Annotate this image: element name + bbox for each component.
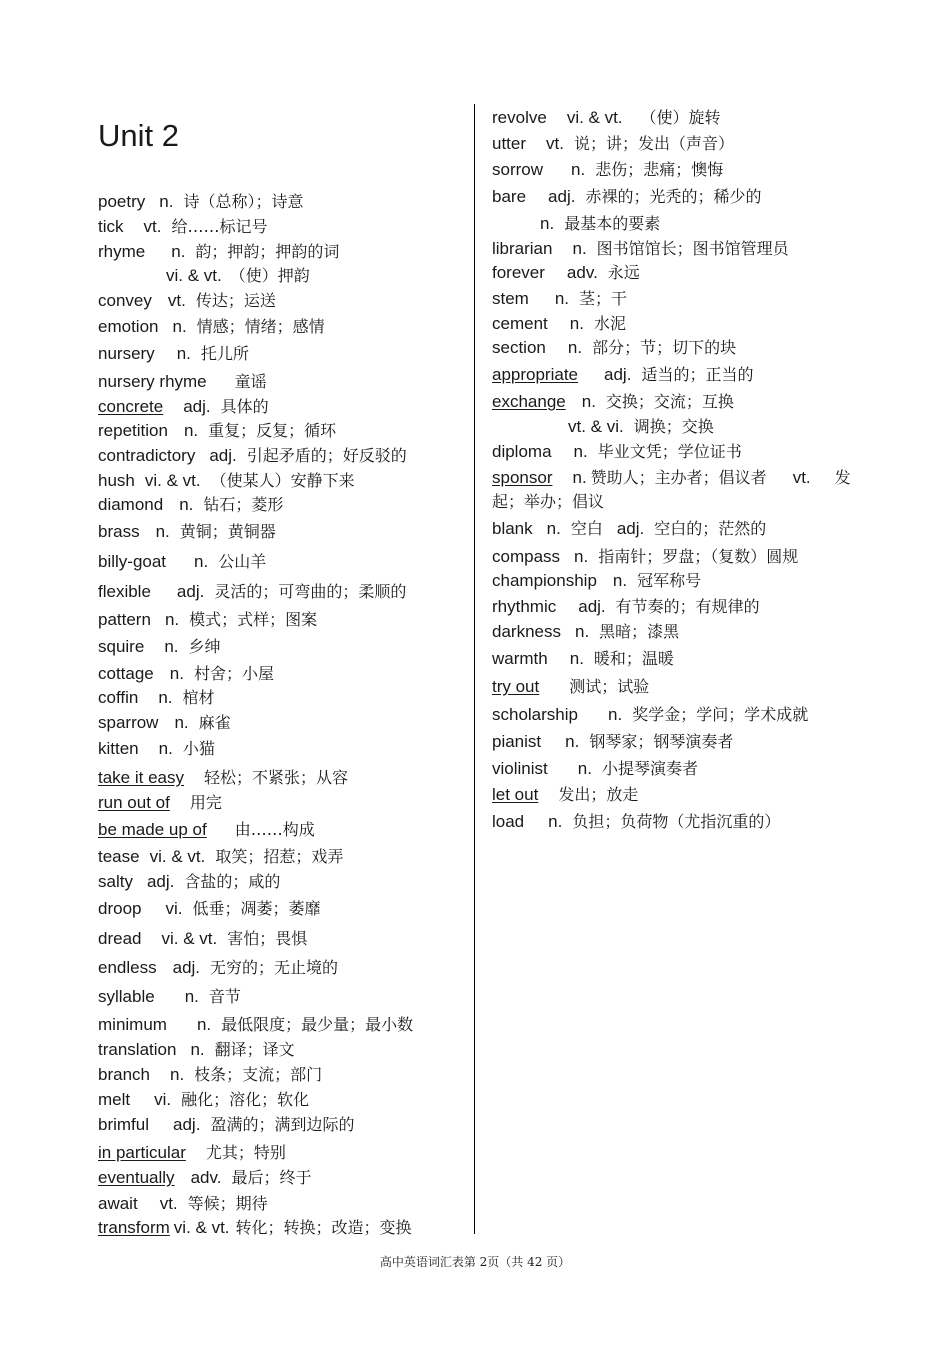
definition: 情感；情绪；感情 xyxy=(196,317,325,336)
headword: forever xyxy=(492,263,545,282)
headword: endless xyxy=(98,958,157,977)
vocab-entry xyxy=(492,648,862,670)
part-of-speech: adv. xyxy=(566,263,598,282)
vocab-entry xyxy=(98,581,468,603)
vocab-entry xyxy=(98,551,468,573)
vocab-entry xyxy=(98,663,468,685)
definition: （使）押韵 xyxy=(229,266,310,285)
definition: 适当的；正当的 xyxy=(641,365,754,384)
definition: 村舍；小屋 xyxy=(193,664,274,683)
headword: nursery xyxy=(98,344,155,363)
headword: exchange xyxy=(492,392,566,411)
headword: contradictory xyxy=(98,446,196,465)
definition: 发出；放走 xyxy=(558,785,639,804)
vocab-entry xyxy=(98,687,468,709)
part-of-speech: n. xyxy=(164,610,180,629)
headword: be made up of xyxy=(98,820,207,839)
definition: 茎；干 xyxy=(579,289,628,308)
headword: transform xyxy=(98,1218,170,1237)
vocab-entry xyxy=(492,441,862,463)
vocab-entry xyxy=(98,712,468,734)
part-of-speech: adj. xyxy=(176,582,205,601)
definition: 音节 xyxy=(208,987,241,1006)
headword: diamond xyxy=(98,495,164,514)
headword: concrete xyxy=(98,397,164,416)
part-of-speech: adj. xyxy=(616,519,645,538)
definition: 给……标记号 xyxy=(171,217,268,236)
headword: flexible xyxy=(98,582,151,601)
definition: 黄铜；黄铜器 xyxy=(179,522,276,541)
definition: 公山羊 xyxy=(218,552,267,571)
definition: 小提琴演奏者 xyxy=(601,759,698,778)
definition: 赤裸的；光秃的；稀少的 xyxy=(585,187,762,206)
vocab-entry xyxy=(492,596,862,618)
part-of-speech: adv. xyxy=(190,1168,222,1187)
part-of-speech: vi. & vt. xyxy=(161,929,218,948)
part-of-speech: n. xyxy=(574,547,589,566)
headword: eventually xyxy=(98,1168,175,1187)
vocab-entry xyxy=(492,337,862,359)
headword: scholarship xyxy=(492,705,578,724)
definition: 棺材 xyxy=(182,688,215,707)
part-of-speech: n. xyxy=(573,442,588,461)
part-of-speech: n. xyxy=(158,688,173,707)
headword: compass xyxy=(492,547,561,566)
definition: 模式；式样；图案 xyxy=(189,610,318,629)
vocab-entry xyxy=(98,636,468,658)
headword: load xyxy=(492,812,525,831)
part-of-speech: n. xyxy=(184,987,199,1006)
definition: 最基本的要素 xyxy=(564,214,661,233)
vocab-entry xyxy=(492,159,862,181)
headword: revolve xyxy=(492,108,547,127)
vocab-entry xyxy=(98,343,468,365)
headword: tick xyxy=(98,217,124,236)
part-of-speech: n. xyxy=(158,739,173,758)
definition: 转化；转换；改造；变换 xyxy=(235,1218,412,1237)
vocab-entry xyxy=(98,767,468,789)
vocab-entry xyxy=(98,241,468,263)
vocab-entry xyxy=(492,621,862,643)
part-of-speech: n. xyxy=(577,759,592,778)
headword: run out of xyxy=(98,793,170,812)
part-of-speech: n. xyxy=(169,1065,185,1084)
headword: repetition xyxy=(98,421,168,440)
headword: librarian xyxy=(492,239,553,258)
vocab-entry xyxy=(98,738,468,760)
definition: 图书馆馆长；图书馆管理员 xyxy=(596,239,789,258)
vocab-entry xyxy=(98,1142,468,1164)
part-of-speech: n. xyxy=(612,571,628,590)
vocab-entry xyxy=(98,1039,468,1061)
headword: cottage xyxy=(98,664,154,683)
vocab-entry xyxy=(492,391,862,413)
definition: 钻石；菱形 xyxy=(203,495,284,514)
definition: 水泥 xyxy=(593,314,626,333)
vocab-entry xyxy=(98,470,468,492)
part-of-speech: vt. xyxy=(143,217,162,236)
part-of-speech: n. xyxy=(164,637,179,656)
part-of-speech: n. xyxy=(159,192,174,211)
vocab-entry xyxy=(98,420,468,442)
part-of-speech: vt. xyxy=(546,134,564,153)
definition: 暖和；温暖 xyxy=(593,649,674,668)
headword: convey xyxy=(98,291,152,310)
vocab-entry xyxy=(98,609,468,631)
part-of-speech: adj. xyxy=(173,1115,201,1134)
vocab-entry xyxy=(492,518,862,540)
vocab-entry xyxy=(492,758,862,780)
part-of-speech: vi. & vt. xyxy=(166,266,222,285)
headword: take it easy xyxy=(98,768,184,787)
vocab-entry xyxy=(492,133,862,155)
headword: sponsor xyxy=(492,468,553,487)
vocab-entry xyxy=(492,107,862,129)
vocab-entry xyxy=(492,784,862,806)
vocab-entry xyxy=(98,1089,468,1111)
headword: cement xyxy=(492,314,548,333)
headword: squire xyxy=(98,637,145,656)
vocab-entry xyxy=(98,1167,468,1189)
vocab-entry xyxy=(98,316,468,338)
definition: 取笑；招惹；戏弄 xyxy=(215,847,344,866)
part-of-speech: n. xyxy=(571,160,586,179)
headword: appropriate xyxy=(492,365,579,384)
headword: hush xyxy=(98,471,135,490)
part-of-speech: n. xyxy=(572,468,587,487)
part-of-speech: n. xyxy=(179,495,194,514)
headword: brimful xyxy=(98,1115,150,1134)
headword: sorrow xyxy=(492,160,544,179)
definition: 悲伤；悲痛；懊悔 xyxy=(595,160,724,179)
vocab-entry xyxy=(98,1217,468,1239)
part-of-speech: n. xyxy=(574,622,590,641)
headword: poetry xyxy=(98,192,146,211)
part-of-speech: n. xyxy=(569,649,584,668)
headword: pattern xyxy=(98,610,151,629)
part-of-speech: n. xyxy=(169,664,184,683)
part-of-speech: vi. & vt. xyxy=(173,1218,230,1237)
definition: 最后；终于 xyxy=(231,1168,312,1187)
vocab-entry xyxy=(98,898,468,920)
definition: 说；讲；发出（声音） xyxy=(573,134,734,153)
definition: 调换；交换 xyxy=(633,417,714,436)
part-of-speech: vi. & vt. xyxy=(144,471,201,490)
vocab-entry xyxy=(98,871,468,893)
headword: rhyme xyxy=(98,242,146,261)
definition: 翻译；译文 xyxy=(214,1040,295,1059)
vocab-entry xyxy=(492,811,862,833)
headword: bare xyxy=(492,187,527,206)
definition: 盈满的；满到边际的 xyxy=(210,1115,355,1134)
headword: let out xyxy=(492,785,539,804)
vocab-entry xyxy=(98,986,468,1008)
vocab-entry xyxy=(98,445,468,467)
definition: 等候；期待 xyxy=(187,1194,268,1213)
page-footer: 高中英语词汇表第 2页（共 42 页） xyxy=(379,1255,571,1269)
vocab-entry xyxy=(98,1014,468,1036)
definition: 赞助人；主办者；倡议者 xyxy=(590,468,767,487)
part-of-speech: vt. & vi. xyxy=(568,417,624,436)
part-of-speech: n. xyxy=(174,713,189,732)
part-of-speech: n. xyxy=(540,214,555,233)
definition: 发 xyxy=(834,468,851,487)
vocab-entry xyxy=(98,396,468,418)
definition: 麻雀 xyxy=(198,713,231,732)
vocab-entry xyxy=(98,792,468,814)
vocab-entry xyxy=(98,371,468,393)
part-of-speech: n. xyxy=(546,519,561,538)
headword: translation xyxy=(98,1040,177,1059)
vocab-entry xyxy=(492,238,862,260)
part-of-speech: n. xyxy=(155,522,170,541)
definition: 起；举办；倡议 xyxy=(492,492,605,511)
headword: stem xyxy=(492,289,529,308)
vocab-entry xyxy=(492,186,862,208)
headword: dread xyxy=(98,929,142,948)
definition: 灵活的；可弯曲的；柔顺的 xyxy=(214,582,407,601)
headword: brass xyxy=(98,522,140,541)
vocab-entry xyxy=(98,521,468,543)
vocab-entry xyxy=(492,676,862,698)
part-of-speech: vi. & vt. xyxy=(149,847,206,866)
vocab-entry xyxy=(98,957,468,979)
definition: 钢琴家；钢琴演奏者 xyxy=(589,732,734,751)
vocab-entry xyxy=(98,265,536,287)
headword: rhythmic xyxy=(492,597,557,616)
part-of-speech: vt. xyxy=(159,1194,178,1213)
vocab-entry xyxy=(492,213,910,235)
part-of-speech: vt. xyxy=(167,291,186,310)
definition: 有节奏的；有规律的 xyxy=(615,597,760,616)
vocab-entry xyxy=(492,491,604,513)
definition: 负担；负荷物（尤指沉重的） xyxy=(572,812,781,831)
part-of-speech: adj. xyxy=(172,958,201,977)
definition: 用完 xyxy=(189,793,222,812)
vocab-entry xyxy=(492,467,862,489)
part-of-speech: n. xyxy=(554,289,570,308)
vocab-entry xyxy=(98,846,468,868)
headword: darkness xyxy=(492,622,561,641)
definition: 毕业文凭；学位证书 xyxy=(597,442,742,461)
headword: sparrow xyxy=(98,713,159,732)
definition: 重复；反复；循环 xyxy=(208,421,337,440)
definition: 乡绅 xyxy=(188,637,221,656)
vocab-entry xyxy=(98,1193,468,1215)
headword: pianist xyxy=(492,732,542,751)
definition: 永远 xyxy=(607,263,640,282)
definition: 引起矛盾的；好反驳的 xyxy=(246,446,407,465)
part-of-speech: vi. xyxy=(154,1090,172,1109)
part-of-speech: n. xyxy=(176,344,191,363)
headword: utter xyxy=(492,134,527,153)
part-of-speech: n. xyxy=(196,1015,212,1034)
definition: 枝条；支流；部门 xyxy=(194,1065,323,1084)
headword: blank xyxy=(492,519,533,538)
definition: 无穷的；无止境的 xyxy=(210,958,339,977)
definition: 含盐的；咸的 xyxy=(184,872,281,891)
vocab-entry xyxy=(98,1064,468,1086)
headword: try out xyxy=(492,677,540,696)
definition: 测试；试验 xyxy=(569,677,650,696)
part-of-speech: n. xyxy=(569,314,584,333)
headword: in particular xyxy=(98,1143,186,1162)
part-of-speech: n. xyxy=(581,392,596,411)
definition: 融化；溶化；软化 xyxy=(181,1090,310,1109)
headword: diploma xyxy=(492,442,552,461)
headword: kitten xyxy=(98,739,139,758)
vocab-entry xyxy=(98,191,468,213)
part-of-speech: adj. xyxy=(578,597,606,616)
part-of-speech: vt. xyxy=(792,468,811,487)
definition: 童谣 xyxy=(234,372,267,391)
part-of-speech: adj. xyxy=(209,446,237,465)
definition: 空白的；茫然的 xyxy=(654,519,767,538)
definition: 托儿所 xyxy=(200,344,249,363)
definition: 具体的 xyxy=(220,397,269,416)
vocab-entry xyxy=(98,928,468,950)
part-of-speech: adj. xyxy=(548,187,576,206)
vocab-entry xyxy=(492,262,862,284)
headword: emotion xyxy=(98,317,159,336)
headword: droop xyxy=(98,899,142,918)
part-of-speech: n. xyxy=(548,812,563,831)
headword: syllable xyxy=(98,987,155,1006)
definition: 部分；节；切下的块 xyxy=(592,338,737,357)
vocab-entry xyxy=(492,313,862,335)
part-of-speech: vi. & vt. xyxy=(566,108,623,127)
vocab-entry xyxy=(98,290,468,312)
definition: 由……构成 xyxy=(234,820,315,839)
part-of-speech: n. xyxy=(194,552,209,571)
vocab-entry xyxy=(492,731,862,753)
headword: minimum xyxy=(98,1015,167,1034)
definition: 指南针；罗盘；（复数）圆规 xyxy=(598,547,799,566)
vocab-entry xyxy=(98,494,468,516)
part-of-speech: adj. xyxy=(604,365,632,384)
vocab-entry xyxy=(492,704,862,726)
definition: 传达；运送 xyxy=(195,291,276,310)
headword: salty xyxy=(98,872,133,891)
definition: 空白 xyxy=(570,519,603,538)
headword: coffin xyxy=(98,688,139,707)
definition: 尤其；特别 xyxy=(205,1143,286,1162)
definition: （使某人）安静下来 xyxy=(210,471,355,490)
part-of-speech: vi. xyxy=(165,899,183,918)
part-of-speech: adj. xyxy=(146,872,175,891)
page-title: Unit 2 xyxy=(98,118,179,153)
definition: 害怕；畏惧 xyxy=(227,929,308,948)
part-of-speech: adj. xyxy=(183,397,211,416)
part-of-speech: n. xyxy=(190,1040,205,1059)
part-of-speech: n. xyxy=(172,317,187,336)
part-of-speech: n. xyxy=(171,242,186,261)
definition: 诗（总称）；诗意 xyxy=(183,192,304,211)
definition: 奖学金；学问；学术成就 xyxy=(632,705,809,724)
definition: 韵；押韵；押韵的词 xyxy=(195,242,340,261)
definition: 最低限度；最少量；最小数 xyxy=(221,1015,414,1034)
definition: 小猫 xyxy=(182,739,215,758)
vocab-entry xyxy=(492,546,862,568)
part-of-speech: n. xyxy=(572,239,587,258)
headword: nursery rhyme xyxy=(98,372,207,391)
headword: violinist xyxy=(492,759,548,778)
headword: await xyxy=(98,1194,138,1213)
vocab-entry xyxy=(492,364,862,386)
part-of-speech: n. xyxy=(183,421,199,440)
headword: section xyxy=(492,338,546,357)
headword: branch xyxy=(98,1065,150,1084)
definition: 交换；交流；互换 xyxy=(605,392,734,411)
part-of-speech: n. xyxy=(565,732,580,751)
headword: championship xyxy=(492,571,597,590)
headword: warmth xyxy=(492,649,548,668)
part-of-speech: n. xyxy=(567,338,583,357)
part-of-speech: n. xyxy=(608,705,623,724)
vocab-entry xyxy=(98,819,468,841)
vocab-entry xyxy=(98,1114,468,1136)
vocab-entry xyxy=(492,570,862,592)
headword: billy-goat xyxy=(98,552,167,571)
headword: tease xyxy=(98,847,140,866)
headword: melt xyxy=(98,1090,131,1109)
definition: 冠军称号 xyxy=(637,571,702,590)
vocab-entry xyxy=(492,416,938,438)
vocab-entry xyxy=(98,216,468,238)
vocab-entry xyxy=(492,288,862,310)
definition: （使）旋转 xyxy=(640,108,721,127)
definition: 黑暗；漆黑 xyxy=(599,622,680,641)
definition: 轻松；不紧张；从容 xyxy=(204,768,349,787)
definition: 低垂；凋萎；萎靡 xyxy=(192,899,321,918)
